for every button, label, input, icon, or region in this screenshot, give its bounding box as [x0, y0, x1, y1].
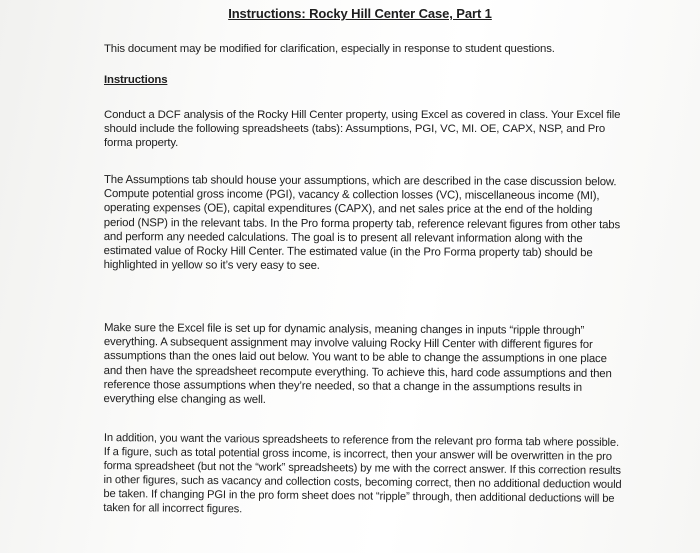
paragraph-assumptions-tab: The Assumptions tab should house your assumptions, which are described in the case discussion below. Compute potential gross income (PGI), vacancy & collection losses (VC), miscellaneous income (MI), operating expenses (OE), capital expenditures (CAPX), and net sales price at the end of the holding period (NSP) in the relevant tabs. In the Pro forma property tab, reference relevant figures from other tabs and perform any needed calculations. The goal is to present all relevant information along with the estimated value of Rocky Hill Center. The estimated value (in the Pro Forma property tab) should be highlighted in yellow so it’s very easy to see.	[103, 173, 621, 273]
paragraph-dynamic-analysis: Make sure the Excel file is set up for dynamic analysis, meaning changes in inputs “ripple through” everything. A subsequent assignment may involve valuing Rocky Hill Center with different figures for assumptions than the ones laid out below. You want to be able to change the assumptions in one place and then have the spreadsheet recompute everything. To achieve this, hard code assumptions and then reference those assumptions when they’re needed, so that a change in the assumptions results in everything else changing as well.	[103, 321, 612, 407]
paragraph-dcf-analysis: Conduct a DCF analysis of the Rocky Hill Center property, using Excel as covered in class. Your Excel file should include the following spreadsheets (tabs): Assumptions, PGI, VC, MI. OE, CAPX, NSP, and Pro forma property.	[104, 109, 621, 150]
section-heading: Instructions	[104, 74, 168, 86]
intro-text: This document may be modified for clarification, especially in response to student questions.	[104, 43, 555, 55]
document-title: Instructions: Rocky Hill Center Case, Part 1	[228, 6, 492, 21]
paragraph-referencing: In addition, you want the various spreadsheets to reference from the relevant pro forma tab where possible. If a figure, such as total potential gross income, is incorrect, then your answer will be overwritten in the pro forma spreadsheet (but not the “work” spreadsheets) by me with the correct answer. If this correction results in other figures, such as vacancy and collection costs, becoming correct, then no additional deduction would be taken. If changing PGI in the pro form sheet does not “ripple” through, then additional deductions will be taken for all incorrect figures.	[103, 431, 622, 516]
